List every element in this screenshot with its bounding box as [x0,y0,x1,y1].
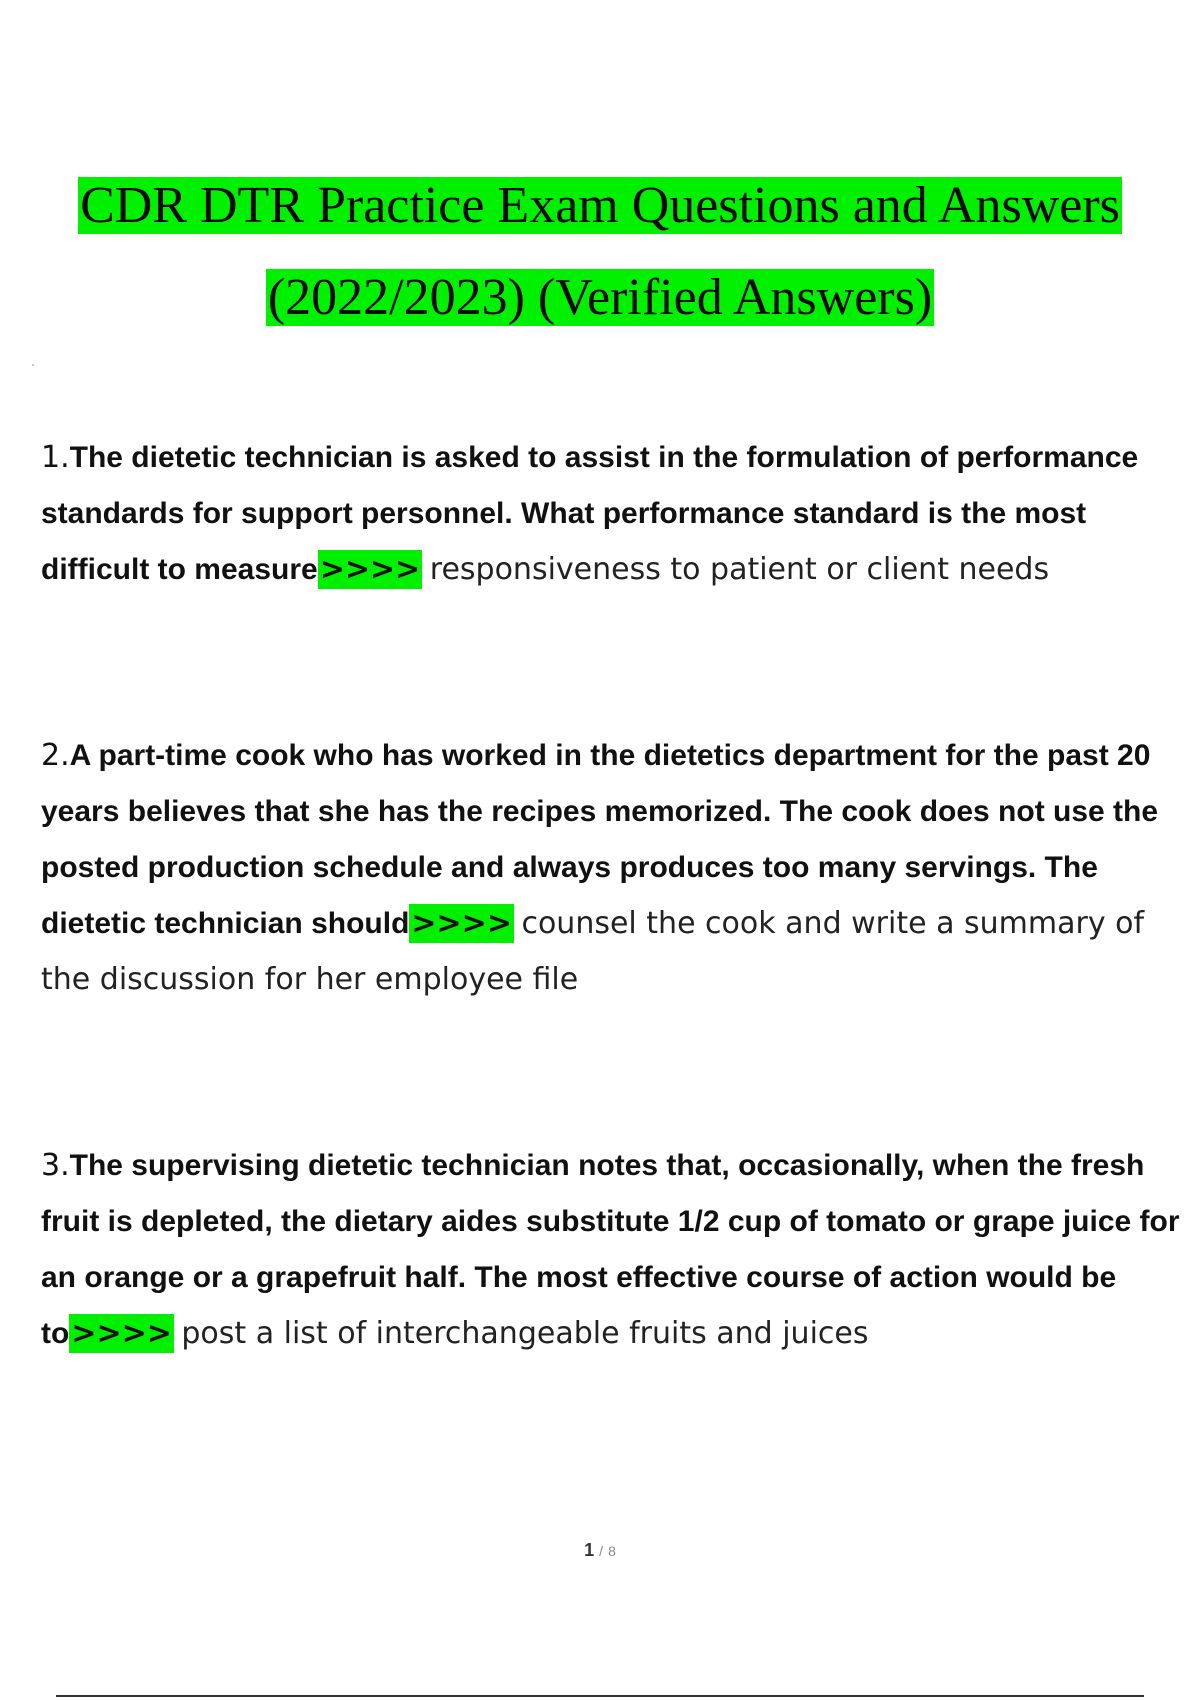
question-number: 3. [41,1148,70,1183]
answer-text: counsel the cook and write a summary of the discussion for her employee file [41,906,1145,997]
answer-marker: >>>> [319,552,421,587]
total-pages: 8 [608,1543,616,1559]
question-3 [41,1138,1200,1362]
title-line-1: CDR DTR Practice Exam Questions and Answers [80,177,1120,234]
current-page-number: 1 [584,1540,595,1560]
page-indicator [0,1540,1200,1561]
bottom-divider [56,1695,1144,1697]
title-line-2: (2022/2023) (Verified Answers) [267,269,933,326]
question-text: A part-time cook who has worked in the dietetics department for the past 20 years believes that she has the recipes memorized. The cook does not use the posted production schedule and always produces too many servings. The dietetic technician should [41,739,1159,940]
scan-speck [32,364,34,366]
question-number: 1. [41,440,70,475]
question-2 [41,728,1200,1008]
question-number: 2. [41,738,70,773]
answer-marker: >>>> [411,906,512,941]
question-text: The dietetic technician is asked to assist in the formulation of performance standards for support personnel. What performance standard is the most difficult to measure [41,441,1139,586]
page-separator: / [599,1543,604,1559]
document-title [0,160,1200,344]
answer-text: responsiveness to patient or client needs [429,552,1050,587]
answer-marker: >>>> [71,1316,172,1351]
answer-text: post a list of interchangeable fruits and juices [181,1316,869,1351]
question-text: The supervising dietetic technician notes that, occasionally, when the fresh fruit is depleted, the dietary aides substitute 1/2 cup of tomato or grape juice for an orange or a grapefruit half. The most effective course of action would be to [41,1149,1180,1350]
question-1 [41,430,1200,598]
